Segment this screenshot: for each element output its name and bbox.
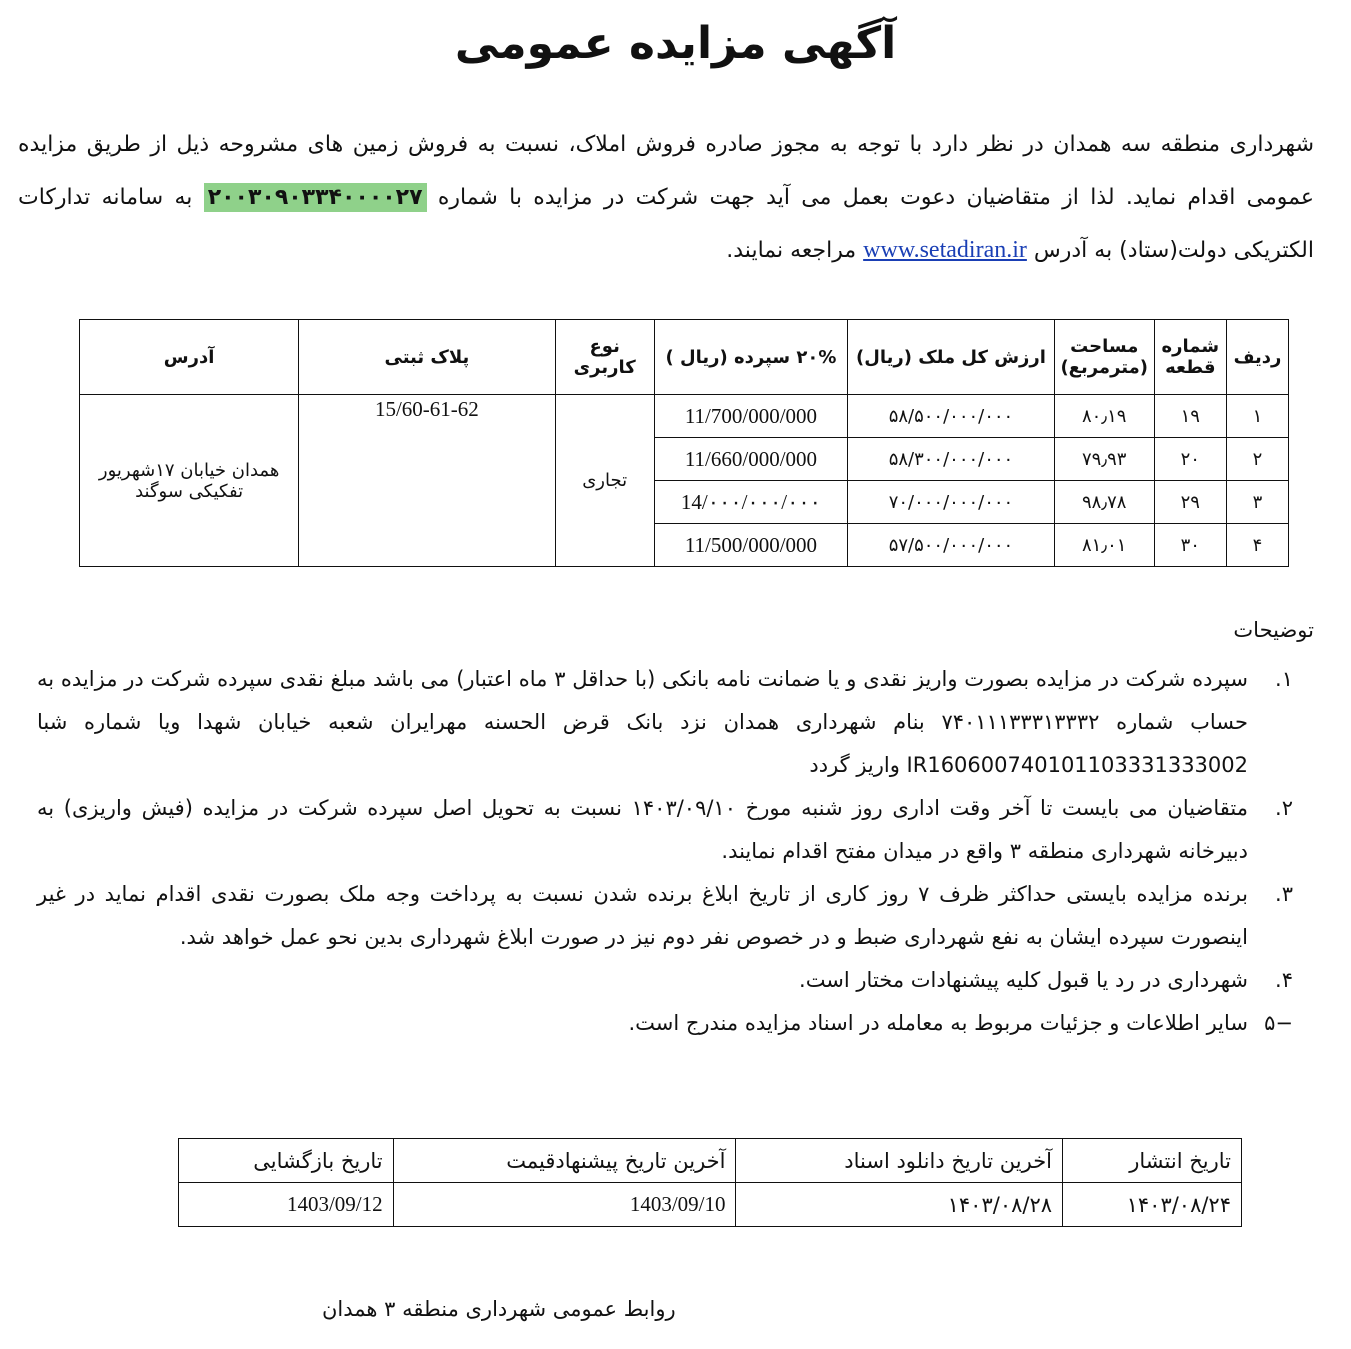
header-total-value: ارزش کل ملک (ریال) xyxy=(848,320,1055,395)
note-number: ۱. xyxy=(1275,667,1293,691)
note-text: شهرداری در رد یا قبول کلیه پیشنهادات مختار است. xyxy=(799,968,1248,992)
header-bid-deadline: آخرین تاریخ پیشنهادقیمت xyxy=(393,1139,736,1183)
cell-total-value: ۷۰/۰۰۰/۰۰۰/۰۰۰ xyxy=(848,481,1055,524)
publish-date: ۱۴۰۳/۰۸/۲۴ xyxy=(1063,1183,1242,1227)
setad-link[interactable]: www.setadiran.ir xyxy=(863,237,1027,263)
bid-deadline: 1403/09/10 xyxy=(393,1183,736,1227)
header-usage: نوع کاربری xyxy=(555,320,654,395)
list-item xyxy=(37,959,1333,1002)
cell-total-value: ۵۸/۳۰۰/۰۰۰/۰۰۰ xyxy=(848,438,1055,481)
cell-area: ۸۱٫۰۱ xyxy=(1054,524,1154,567)
cell-lot-number: ۱۹ xyxy=(1154,395,1226,438)
page-title: آگهی مزایده عمومی xyxy=(454,18,897,69)
cell-lot-number: ۳۰ xyxy=(1154,524,1226,567)
footer-signature: روابط عمومی شهرداری منطقه ۳ همدان xyxy=(322,1297,676,1321)
note-text: متقاضیان می بایست تا آخر وقت اداری روز شنبه مورخ ۱۴۰۳/۰۹/۱۰ نسبت به تحویل اصل سپرده شرکت در مزایده (فیش واریزی) به دبیرخانه شهرداری منطقه ۳ واقع در میدان مفتح اقدام نمایند. xyxy=(37,796,1248,863)
dates-table xyxy=(178,1138,1242,1227)
cell-area: ۹۸٫۷۸ xyxy=(1054,481,1154,524)
table-row xyxy=(80,395,1289,438)
note-text: برنده مزایده بایستی حداکثر ظرف ۷ روز کاری از تاریخ ابلاغ برنده شدن نسبت به پرداخت وجه ملک بصورت نقدی اقدام نماید در غیر اینصورت سپرده ایشان به نفع شهرداری ضبط و در خصوص نفر دوم نیز در صورت ابلاغ شهرداری بدین نحو عمل خواهد شد. xyxy=(37,882,1248,949)
cell-lot-number: ۲۹ xyxy=(1154,481,1226,524)
note-number: −۵ xyxy=(1264,1011,1293,1035)
note-number: ۴. xyxy=(1275,968,1293,992)
cell-total-value: ۵۷/۵۰۰/۰۰۰/۰۰۰ xyxy=(848,524,1055,567)
auction-number: ۲۰۰۳۰۹۰۳۳۴۰۰۰۰۲۷ xyxy=(204,183,427,212)
cell-total-value: ۵۸/۵۰۰/۰۰۰/۰۰۰ xyxy=(848,395,1055,438)
header-publish-date: تاریخ انتشار xyxy=(1063,1139,1242,1183)
cell-row-number: ۳ xyxy=(1226,481,1288,524)
cell-deposit: 14/۰۰۰/۰۰۰/۰۰۰ xyxy=(654,481,847,524)
properties-table xyxy=(79,319,1289,567)
list-item xyxy=(37,658,1333,787)
header-deposit: ۲۰% سپرده (ریال ) xyxy=(654,320,847,395)
intro-paragraph xyxy=(18,118,1314,277)
notes-list xyxy=(37,658,1333,1045)
header-download-deadline: آخرین تاریخ دانلود اسناد xyxy=(736,1139,1063,1183)
header-plate: پلاک ثبتی xyxy=(299,320,555,395)
address-line-2: تفکیکی سوگند xyxy=(135,480,244,502)
cell-row-number: ۲ xyxy=(1226,438,1288,481)
cell-area: ۸۰٫۱۹ xyxy=(1054,395,1154,438)
header-opening-date: تاریخ بازگشایی xyxy=(179,1139,394,1183)
cell-address xyxy=(80,395,299,567)
cell-lot-number: ۲۰ xyxy=(1154,438,1226,481)
note-text: سایر اطلاعات و جزئیات مربوط به معامله در اسناد مزایده مندرج است. xyxy=(628,1011,1248,1035)
note-number: ۲. xyxy=(1275,796,1293,820)
note-number: ۳. xyxy=(1275,882,1293,906)
header-address: آدرس xyxy=(80,320,299,395)
cell-usage: تجاری xyxy=(555,395,654,567)
header-lot-number: شماره قطعه xyxy=(1154,320,1226,395)
cell-deposit: 11/500/000/000 xyxy=(654,524,847,567)
table-row xyxy=(179,1183,1242,1227)
notes-heading: توضیحات xyxy=(1233,618,1314,642)
table-header-row xyxy=(80,320,1289,395)
cell-deposit: 11/660/000/000 xyxy=(654,438,847,481)
header-area: مساحت (مترمربع) xyxy=(1054,320,1154,395)
cell-area: ۷۹٫۹۳ xyxy=(1054,438,1154,481)
list-item xyxy=(37,787,1333,873)
table-header-row xyxy=(179,1139,1242,1183)
download-deadline: ۱۴۰۳/۰۸/۲۸ xyxy=(736,1183,1063,1227)
header-row-number: ردیف xyxy=(1226,320,1288,395)
list-item xyxy=(37,1002,1333,1045)
intro-text-1: شهرداری منطقه سه همدان در نظر دارد با توجه به مجوز صادره فروش املاک، نسبت به فروش زمین های مشروحه ذیل از طریق مزایده عمومی اقدام نماید. لذا از متقاضیان دعوت بعمل می آید جهت شرکت در مزایده با شماره xyxy=(18,132,1314,210)
cell-deposit: 11/700/000/000 xyxy=(654,395,847,438)
list-item xyxy=(37,873,1333,959)
note-text: سپرده شرکت در مزایده بصورت واریز نقدی و یا ضمانت نامه بانکی (با حداقل ۳ ماه اعتبار) می باشد مبلغ نقدی سپرده شرکت در مزایده به حساب شماره ۷۴۰۱۱۱۳۳۳۱۳۳۳۲ بنام شهرداری همدان نزد بانک قرض الحسنه مهرایران شعبه خیابان شهدا ویا شماره شبا IR160600740101103331333002 واریز گردد xyxy=(37,667,1248,777)
cell-plate: 15/60-61-62 xyxy=(299,395,555,567)
cell-row-number: ۴ xyxy=(1226,524,1288,567)
address-line-1: همدان خیابان ۱۷شهریور xyxy=(98,459,280,481)
cell-row-number: ۱ xyxy=(1226,395,1288,438)
intro-text-2: به سامانه تدارکات الکتریکی دولت(ستاد) به آدرس xyxy=(18,185,1314,263)
intro-text-3: مراجعه نمایند. xyxy=(726,238,857,263)
opening-date: 1403/09/12 xyxy=(179,1183,394,1227)
